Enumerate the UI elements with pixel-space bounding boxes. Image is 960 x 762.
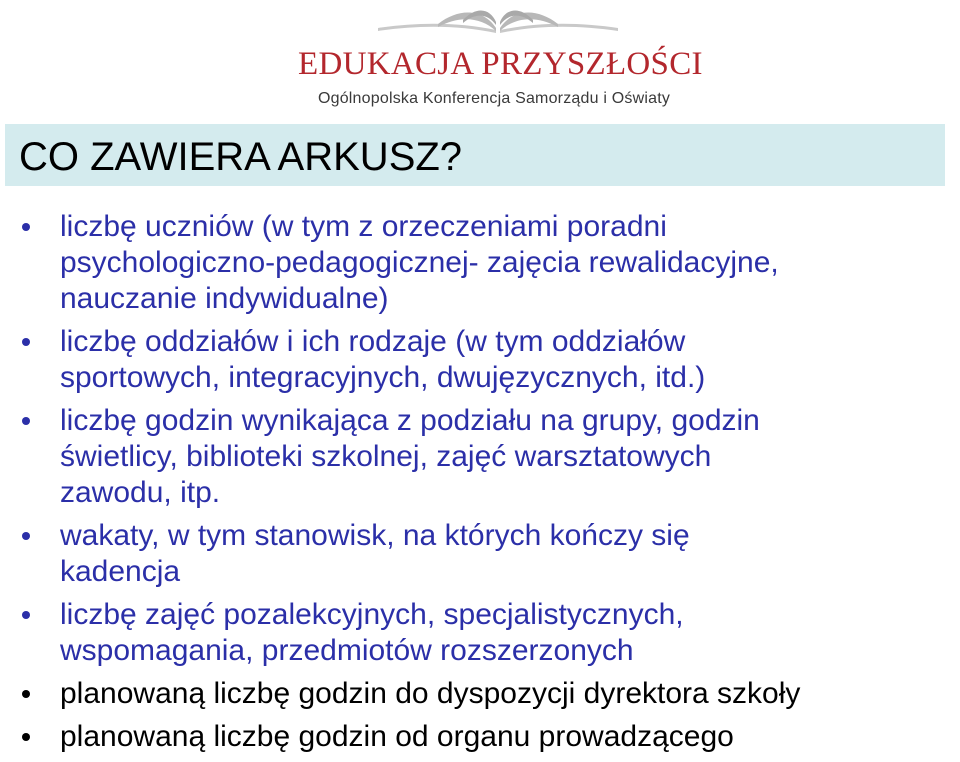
bullet-item [0, 676, 960, 712]
bullet-line: liczbę zajęć pozalekcyjnych, specjalistycznych, [60, 598, 684, 631]
bullet-line: psychologiczno-pedagogicznej- zajęcia rewalidacyjne, [60, 246, 779, 279]
bullet-line: zawodu, itp. [60, 476, 221, 509]
logo-title: EDUKACJA PRZYSZŁOŚCI [298, 46, 703, 82]
bullet-line: liczbę uczniów (w tym z orzeczeniami poradni [60, 210, 667, 243]
logo-subtitle: Ogólnopolska Konferencja Samorządu i Oświaty [317, 90, 671, 107]
bullet-item [0, 324, 960, 396]
bullet-icon [22, 611, 30, 619]
bullet-item [0, 403, 960, 511]
bullet-item [0, 209, 960, 317]
bullet-line: kadencja [60, 555, 181, 588]
bullet-line: wspomagania, przedmiotów rozszerzonych [60, 634, 634, 667]
bullet-item [0, 719, 960, 755]
bullet-icon [22, 223, 30, 231]
title-banner [5, 124, 945, 186]
bullet-icon [22, 338, 30, 346]
bullet-line: nauczanie indywidualne) [60, 282, 389, 315]
bullet-line: świetlicy, biblioteki szkolnej, zajęć warsztatowych [60, 440, 712, 473]
open-book-icon [378, 4, 618, 34]
bullet-list [0, 209, 960, 762]
bullet-line: liczbę oddziałów i ich rodzaje (w tym oddziałów [60, 325, 686, 358]
bullet-line: sportowych, integracyjnych, dwujęzycznych, itd.) [60, 361, 706, 394]
bullet-item [0, 518, 960, 590]
bullet-icon [22, 417, 30, 425]
bullet-line: planowaną liczbę godzin do dyspozycji dyrektora szkoły [60, 677, 801, 710]
bullet-line: wakaty, w tym stanowisk, na których kończy się [60, 519, 690, 552]
conference-logo [298, 2, 703, 112]
bullet-icon [22, 733, 30, 741]
bullet-icon [22, 532, 30, 540]
bullet-line: planowaną liczbę godzin od organu prowadzącego [60, 720, 734, 753]
bullet-line: liczbę godzin wynikająca z podziału na grupy, godzin [60, 404, 760, 437]
bullet-icon [22, 690, 30, 698]
slide-title: CO ZAWIERA ARKUSZ? [19, 135, 463, 179]
bullet-item [0, 597, 960, 669]
